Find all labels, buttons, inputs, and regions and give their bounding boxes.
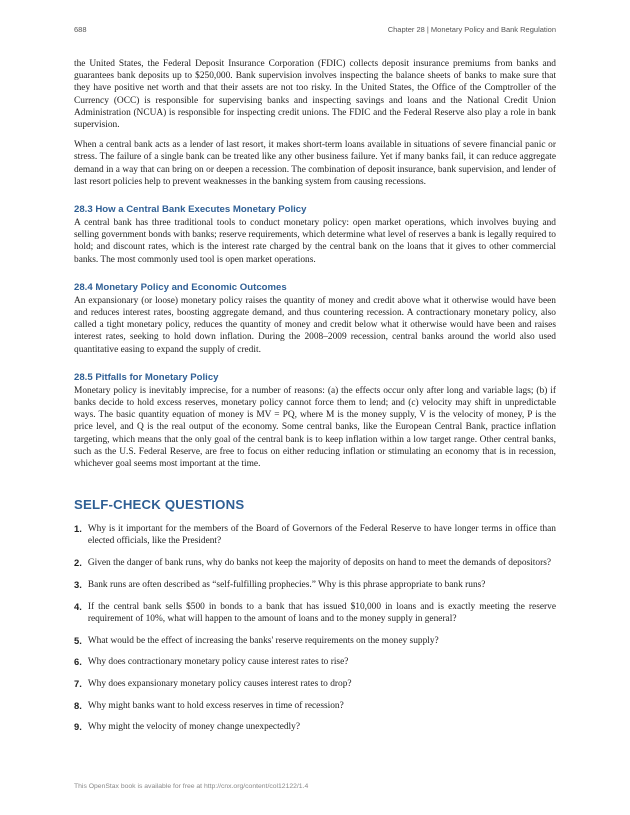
question-number: 4. bbox=[74, 600, 82, 612]
question-item bbox=[74, 523, 556, 547]
section-text: A central bank has three traditional tools to conduct monetary policy: open market operations, which involves buying and selling government bonds with banks; reserve requirements, which determine what level of reserves a bank is legally required to hold; and discount rates, which is the interest rate charged by the central bank on the loans that it gives to other commercial banks. The most commonly used tool is open market operations. bbox=[74, 218, 556, 265]
question-text: Why is it important for the members of the Board of Governors of the Federal Reserve to have longer terms in office than elected officials, like the President? bbox=[87, 524, 556, 547]
question-text: What would be the effect of increasing the banks' reserve requirements on the money supply? bbox=[87, 635, 439, 646]
page-content bbox=[74, 58, 556, 743]
intro-paragraph: the United States, the Federal Deposit Insurance Corporation (FDIC) collects deposit insurance premiums from banks and guarantees bank deposits up to $250,000. Bank supervision involves inspecting the balance sheets of banks to make sure that they have positive net worth and that their assets are not too risky. In the United States, the Office of the Comptroller of the Currency (OCC) is responsible for supervising banks and inspecting savings and loans and the National Credit Union Administration (NCUA) is responsible for inspecting credit unions. The FDIC and the Federal Reserve also play a role in bank supervision. bbox=[74, 59, 556, 131]
question-text: Bank runs are often described as “self-fulfilling prophecies.” Why is this phrase appropriate to bank runs? bbox=[87, 579, 486, 590]
question-item bbox=[74, 678, 556, 690]
self-check-title: SELF-CHECK QUESTIONS bbox=[74, 497, 245, 513]
question-number: 6. bbox=[74, 656, 82, 668]
question-item bbox=[74, 601, 556, 625]
question-item bbox=[74, 635, 556, 647]
section-text: An expansionary (or loose) monetary policy raises the quantity of money and credit above what it otherwise would have been and reduces interest rates, boosting aggregate demand, and thus countering recession. A contractionary monetary policy, also called a tight monetary policy, reduces the quantity of money and credit below what it otherwise would have been and raises interest rates, seeking to hold down inflation. During the 2008–2009 recession, central banks around the world also used quantitative easing to expand the supply of credit. bbox=[74, 295, 556, 355]
question-text: Given the danger of bank runs, why do banks not keep the majority of deposits on hand to meet the demands of depositors? bbox=[87, 558, 552, 569]
question-item bbox=[74, 579, 556, 591]
section-heading: 28.4 Monetary Policy and Economic Outcomes bbox=[74, 281, 287, 293]
question-text: Why might banks want to hold excess reserves in time of recession? bbox=[87, 700, 344, 711]
question-number: 2. bbox=[74, 557, 82, 569]
section-heading: 28.3 How a Central Bank Executes Monetary Policy bbox=[74, 204, 307, 216]
question-number: 3. bbox=[74, 578, 82, 590]
question-text: Why does contractionary monetary policy cause interest rates to rise? bbox=[87, 657, 349, 668]
question-text: Why does expansionary monetary policy causes interest rates to drop? bbox=[87, 678, 352, 689]
page-header bbox=[74, 25, 556, 34]
question-item bbox=[74, 557, 556, 569]
chapter-title: Chapter 28 | Monetary Policy and Bank Regulation bbox=[387, 25, 556, 34]
section-text: Monetary policy is inevitably imprecise, for a number of reasons: (a) the effects occur only after long and variable lags; (b) if banks decide to hold excess reserves, monetary policy cannot force them to lend; and (c) velocity may shift in unpredictable ways. The basic quantity equation of money is MV = PQ, where M is the money supply, V is the velocity of money, P is the price level, and Q is the real output of the economy. Some central banks, like the European Central Bank, practice inflation targeting, which means that the only goal of the central bank is to keep inflation within a low target range. Other central banks, such as the U.S. Federal Reserve, are free to focus on either reducing inflation or stimulating an economy that is in recession, whichever goal seems most important at the time. bbox=[74, 385, 556, 470]
question-number: 9. bbox=[74, 721, 82, 733]
question-text: If the central bank sells $500 in bonds to a bank that has issued $10,000 in loans and is exactly meeting the reserve requirement of 10%, what will happen to the amount of loans and to the money supply in general? bbox=[87, 601, 556, 624]
question-item bbox=[74, 656, 556, 668]
question-item bbox=[74, 721, 556, 733]
question-number: 8. bbox=[74, 699, 82, 711]
intro-paragraph: When a central bank acts as a lender of last resort, it makes short-term loans available in situations of severe financial panic or stress. The failure of a single bank can be treated like any other business failure. Yet if many banks fail, it can reduce aggregate demand in a way that can bring on or deepen a recession. The combination of deposit insurance, bank supervision, and lender of last resort policies help to prevent weaknesses in the banking system from causing recessions. bbox=[74, 140, 556, 187]
question-text: Why might the velocity of money change unexpectedly? bbox=[87, 722, 300, 733]
question-number: 5. bbox=[74, 634, 82, 646]
question-item bbox=[74, 700, 556, 712]
question-number: 1. bbox=[74, 523, 82, 535]
page-number: 688 bbox=[74, 25, 87, 34]
question-number: 7. bbox=[74, 677, 82, 689]
page-footer: This OpenStax book is available for free at http://cnx.org/content/col12122/1.4 bbox=[74, 783, 309, 790]
section-heading: 28.5 Pitfalls for Monetary Policy bbox=[74, 371, 219, 383]
